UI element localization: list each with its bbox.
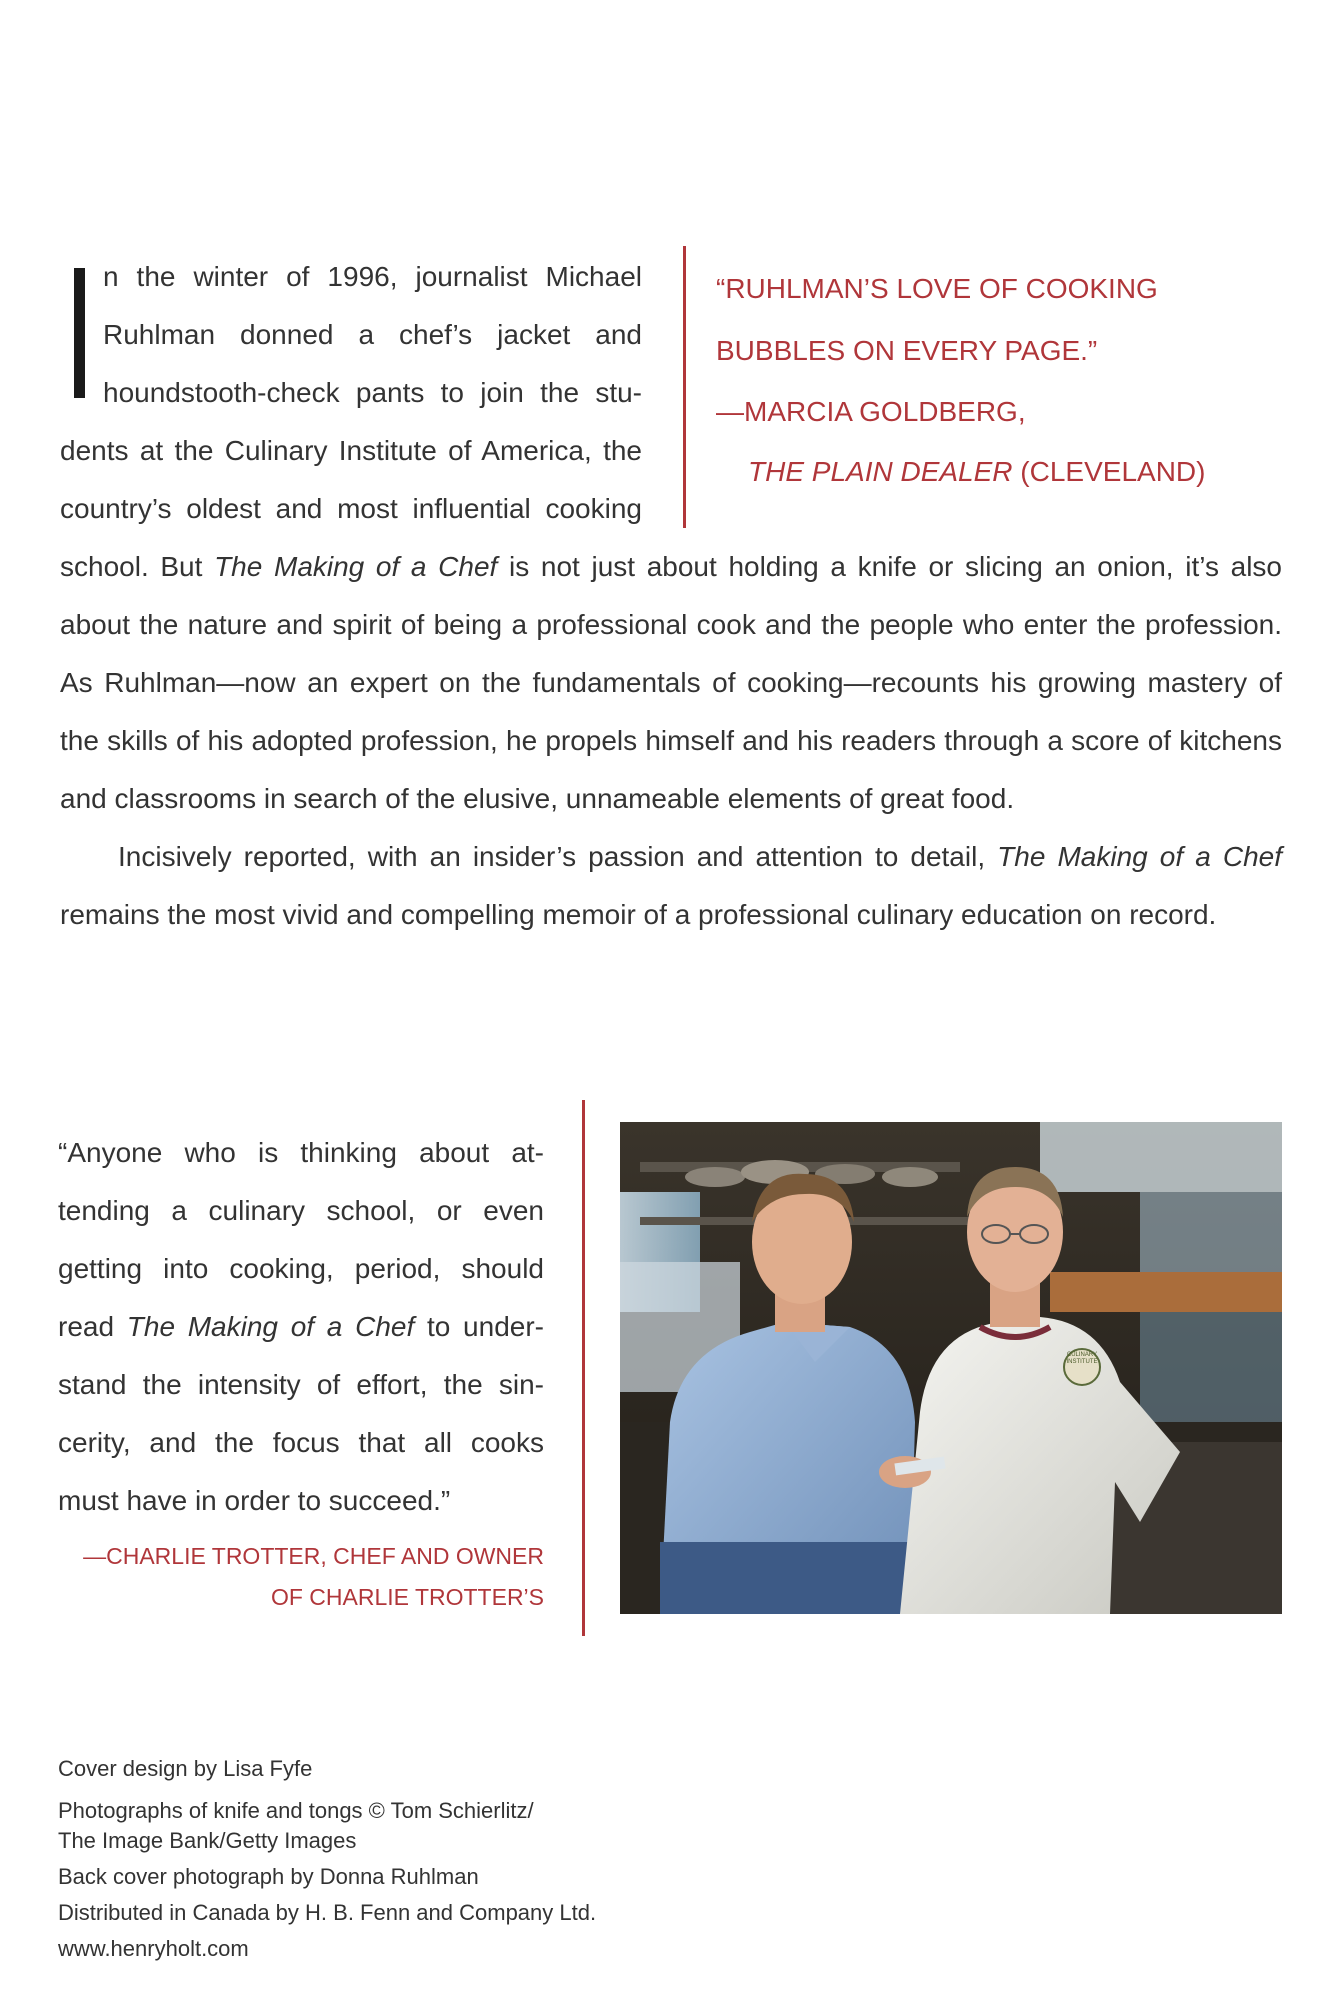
trotter-attribution-line-2: OF CHARLIE TROTTER’S — [270, 1584, 544, 1610]
intro-line-4: dents at the Culinary Institute of America, the — [60, 435, 642, 466]
drop-cap — [74, 268, 85, 398]
distribution-credit: Distributed in Canada by H. B. Fenn and Company Ltd. — [58, 1900, 597, 1925]
author-photo-illustration — [620, 1122, 1282, 1614]
intro-line-2: Ruhlman donned a chef’s jacket and — [103, 319, 642, 350]
trotter-quote-start: “Anyone who is thinking about attending a culinary school, or even getting into cooking, period, should read — [58, 1137, 544, 1342]
intro-line-5: country’s oldest and most influential cooking — [60, 493, 642, 524]
book-title: The Making of a Chef — [214, 551, 498, 582]
paragraph-1 — [60, 538, 1282, 828]
pull-quote-rule — [683, 246, 686, 528]
pull-quote — [716, 248, 1256, 502]
cover-design-credit: Cover design by Lisa Fyfe — [58, 1756, 313, 1781]
trotter-quote-rest: to understand the intensity of effort, the sincerity, and the focus that all cooks must have in order to succeed.” — [58, 1311, 544, 1516]
intro-text — [60, 248, 642, 538]
photographs-credit-line-2: The Image Bank/Getty Images — [58, 1828, 357, 1853]
body-text — [60, 538, 1282, 944]
paragraph-2-start: Incisively reported, with an insider’s passion and attention to detail, — [118, 841, 998, 872]
author-photo — [620, 1122, 1282, 1614]
book-title: The Making of a Chef — [997, 841, 1282, 872]
pull-quote-line-1: “RUHLMAN’S LOVE OF COOKING — [716, 273, 1158, 304]
credits — [58, 1754, 596, 1964]
pull-quote-source-title: THE PLAIN DEALER — [748, 456, 1013, 487]
trotter-quote-rule — [582, 1100, 585, 1636]
pull-quote-source-city: (CLEVELAND) — [1012, 456, 1206, 487]
chef-jacket-badge: CULINARY INSTITUTE — [1066, 1352, 1098, 1365]
intro-line-1: n the winter of 1996, journalist Michael — [103, 261, 642, 292]
book-title: The Making of a Chef — [126, 1311, 415, 1342]
trotter-quote — [58, 1124, 544, 1530]
paragraph-1-rest: is not just about holding a knife or slicing an onion, it’s also about the nature and spirit of being a professional cook and the people who enter the profession. As Ruhlman—now an expert on the fundamentals of cooking—recounts his growing mastery of the skills of his adopted profession, he propels himself and his readers through a score of kitchens and classrooms in search of the elusive, unnameable elements of great food. — [60, 551, 1282, 814]
pull-quote-attribution: —MARCIA GOLDBERG, — [716, 396, 1026, 427]
trotter-attribution — [58, 1536, 544, 1618]
trotter-attribution-line-1: —CHARLIE TROTTER, CHEF AND OWNER — [83, 1543, 544, 1569]
pull-quote-line-2: BUBBLES ON EVERY PAGE.” — [716, 335, 1098, 366]
intro-line-3: houndstooth-check pants to join the stu- — [103, 377, 642, 408]
paragraph-2-rest: remains the most vivid and compelling memoir of a professional culinary education on record. — [60, 899, 1217, 930]
paragraph-1-start: school. But — [60, 551, 215, 582]
back-cover-credit: Back cover photograph by Donna Ruhlman — [58, 1864, 479, 1889]
paragraph-2 — [60, 828, 1282, 944]
publisher-website: www.henryholt.com — [58, 1936, 249, 1961]
photographs-credit-line-1: Photographs of knife and tongs © Tom Schierlitz/ — [58, 1798, 534, 1823]
